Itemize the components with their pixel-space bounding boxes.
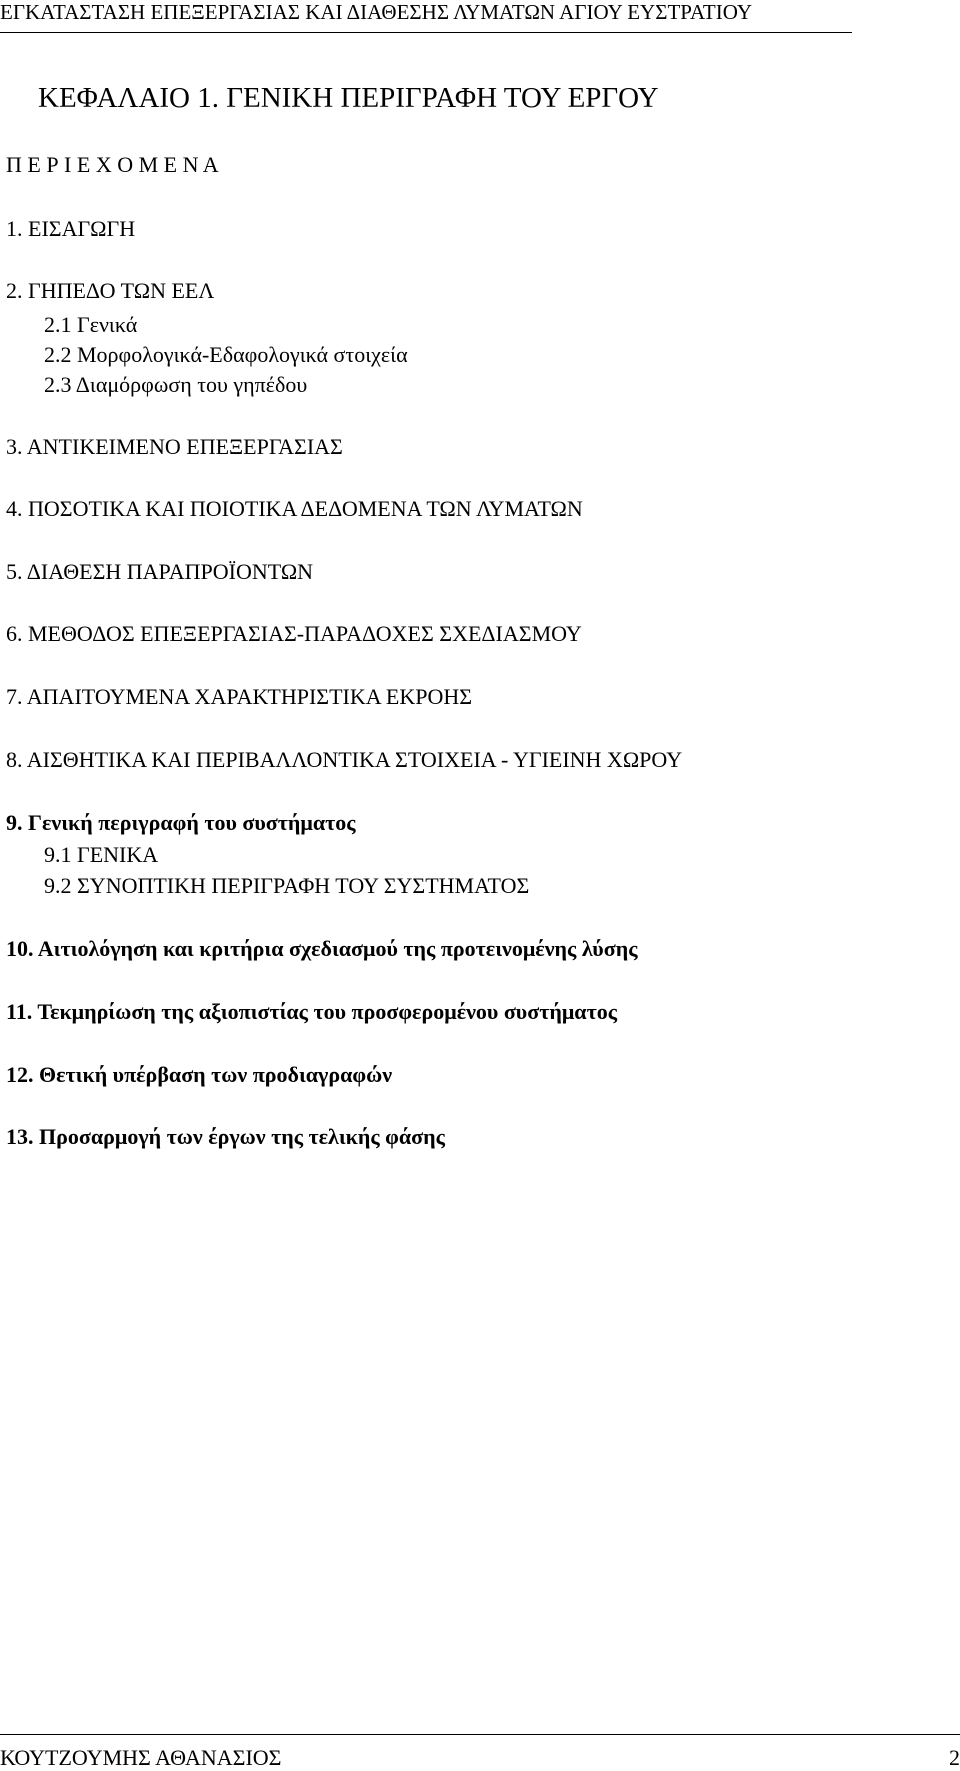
toc-entry-4: 4. ΠΟΣΟΤΙΚΑ ΚΑΙ ΠΟΙΟΤΙΚΑ ΔΕΔΟΜΕΝΑ ΤΩΝ ΛΥΜΑΤΩΝ [6,496,583,521]
toc-entry-3: 3. ΑΝΤΙΚΕΙΜΕΝΟ ΕΠΕΞΕΡΓΑΣΙΑΣ [6,434,343,459]
page-footer [0,1734,960,1771]
toc-entry-8: 8. ΑΙΣΘΗΤΙΚΑ ΚΑΙ ΠΕΡΙΒΑΛΛΟΝΤΙΚΑ ΣΤΟΙΧΕΙΑ - ΥΓΙΕΙΝΗ ΧΩΡΟΥ [6,747,683,772]
toc-entry-2: 2. ΓΗΠΕΔΟ ΤΩΝ ΕΕΛ [6,278,215,303]
toc-entry-9-1: 9.1 ΓΕΝΙΚΑ [44,842,159,867]
toc-entry-5: 5. ΔΙΑΘΕΣΗ ΠΑΡΑΠΡΟΪΟΝΤΩΝ [6,559,314,584]
toc-entry-7: 7. ΑΠΑΙΤΟΥΜΕΝΑ ΧΑΡΑΚΤΗΡΙΣΤΙΚΑ ΕΚΡΟΗΣ [6,684,473,709]
footer-author: ΚΟΥΤΖΟΥΜΗΣ ΑΘΑΝΑΣΙΟΣ [0,1745,282,1770]
toc-entry-6: 6. ΜΕΘΟΔΟΣ ΕΠΕΞΕΡΓΑΣΙΑΣ-ΠΑΡΑΔΟΧΕΣ ΣΧΕΔΙΑΣΜΟΥ [6,621,582,646]
toc-entry-2-2: 2.2 Μορφολογικά-Εδαφολογικά στοιχεία [44,342,408,367]
toc-entry-9: 9. Γενική περιγραφή του συστήματος [6,810,356,835]
toc-entry-10: 10. Αιτιολόγηση και κριτήρια σχεδιασμού της προτεινομένης λύσης [6,936,638,961]
toc-entry-13: 13. Προσαρμογή των έργων της τελικής φάσης [6,1124,445,1149]
toc-entry-1: 1. ΕΙΣΑΓΩΓΗ [6,216,136,241]
page-header [0,0,852,33]
toc-entry-9-2: 9.2 ΣΥΝΟΠΤΙΚΗ ΠΕΡΙΓΡΑΦΗ ΤΟΥ ΣΥΣΤΗΜΑΤΟΣ [44,873,530,898]
toc-entry-2-1: 2.1 Γενικά [44,312,138,337]
toc-entry-11: 11. Τεκμηρίωση της αξιοπιστίας του προσφερομένου συστήματος [6,999,617,1024]
chapter-title: ΚΕΦΑΛΑΙΟ 1. ΓΕΝΙΚΗ ΠΕΡΙΓΡΑΦΗ ΤΟΥ ΕΡΓΟΥ [38,82,659,114]
contents-label: Π Ε Ρ Ι Ε Χ Ο Μ Ε Ν Α [6,152,219,177]
header-title: ΕΓΚΑΤΑΣΤΑΣΗ ΕΠΕΞΕΡΓΑΣΙΑΣ ΚΑΙ ΔΙΑΘΕΣΗΣ ΛΥΜΑΤΩΝ ΑΓΙΟΥ ΕΥΣΤΡΑΤΙΟΥ [0,0,753,24]
toc-entry-12: 12. Θετική υπέρβαση των προδιαγραφών [6,1062,393,1087]
page-number: 2 [949,1745,960,1770]
toc-entry-2-3: 2.3 Διαμόρφωση του γηπέδου [44,372,308,397]
